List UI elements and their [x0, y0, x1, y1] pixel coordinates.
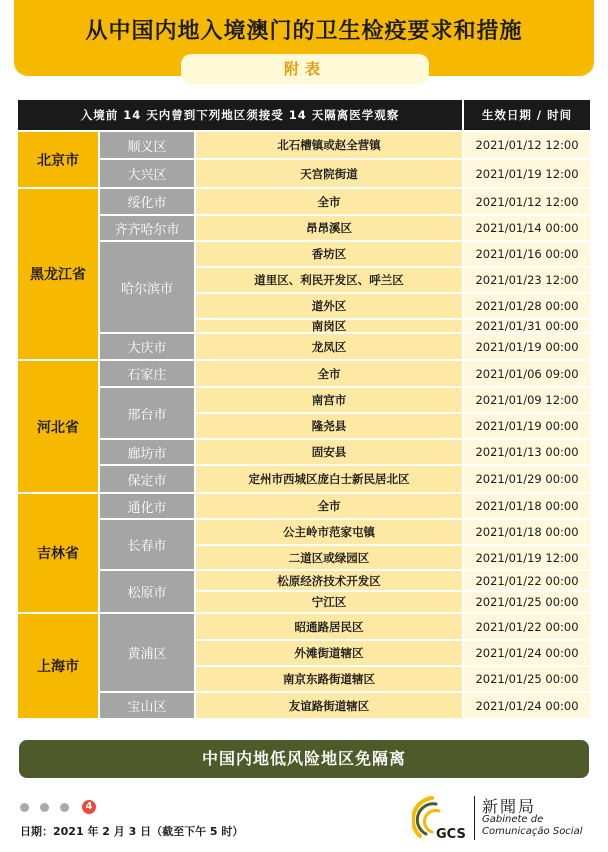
gcs-logo: [412, 790, 598, 846]
date-cell: 2021/01/28 00:00: [464, 294, 590, 318]
logo-divider: [474, 796, 475, 840]
city-cell: 石家庄: [100, 361, 194, 386]
area-cell: 香坊区: [196, 242, 462, 266]
date-cell: 2021/01/22 00:00: [464, 614, 590, 639]
area-cell: 全市: [196, 361, 462, 386]
area-cell: 南京东路街道辖区: [196, 667, 462, 691]
date-cell: 2021/01/19 00:00: [464, 414, 590, 438]
date-cell: 2021/01/18 00:00: [464, 494, 590, 518]
area-cell: 全市: [196, 494, 462, 518]
city-cell: 齐齐哈尔市: [100, 216, 194, 240]
date-cell: 2021/01/12 12:00: [464, 189, 590, 214]
date-cell: 2021/01/16 00:00: [464, 242, 590, 266]
city-cell: 邢台市: [100, 388, 194, 438]
city-cell: 廊坊市: [100, 440, 194, 464]
city-cell: 通化市: [100, 494, 194, 518]
date-cell: 2021/01/14 00:00: [464, 216, 590, 240]
date-cell: 2021/01/24 00:00: [464, 693, 590, 718]
page-dot: [60, 803, 69, 812]
city-cell: 大庆市: [100, 334, 194, 359]
date-cell: 2021/01/12 12:00: [464, 132, 590, 158]
area-cell: 隆尧县: [196, 414, 462, 438]
province-cell: 北京市: [18, 132, 98, 187]
table-header-date: 生效日期 / 时间: [464, 100, 590, 130]
quarantine-table: [18, 100, 590, 718]
gcs-logo-icon: [412, 790, 470, 846]
area-cell: 全市: [196, 189, 462, 214]
area-cell: 松原经济技术开发区: [196, 571, 462, 590]
city-cell: 黄浦区: [100, 614, 194, 691]
province-cell: 上海市: [18, 614, 98, 718]
date-line: 日期：2021 年 2 月 3 日（截至下午 5 时）: [20, 825, 244, 838]
logo-chinese-name: 新聞局: [482, 797, 537, 816]
province-cell: 吉林省: [18, 494, 98, 612]
area-cell: 友谊路街道辖区: [196, 693, 462, 718]
city-cell: 顺义区: [100, 132, 194, 158]
area-cell: 道外区: [196, 294, 462, 318]
low-risk-banner: 中国内地低风险地区免隔离: [19, 740, 589, 778]
province-cell: 河北省: [18, 361, 98, 492]
date-cell: 2021/01/23 12:00: [464, 268, 590, 292]
date-cell: 2021/01/19 00:00: [464, 334, 590, 359]
area-cell: 定州市西城区庞白士新民居北区: [196, 466, 462, 492]
area-cell: 南岗区: [196, 320, 462, 332]
area-cell: 公主岭市范家屯镇: [196, 520, 462, 544]
area-cell: 二道区或绿园区: [196, 546, 462, 569]
area-cell: 固安县: [196, 440, 462, 464]
city-cell: 大兴区: [100, 160, 194, 187]
area-cell: 昭通路居民区: [196, 614, 462, 639]
page-title: 从中国内地入境澳门的卫生检疫要求和措施: [85, 19, 523, 44]
date-cell: 2021/01/13 00:00: [464, 440, 590, 464]
city-cell: 长春市: [100, 520, 194, 569]
table-header-area: 入境前 14 天内曾到下列地区须接受 14 天隔离医学观察: [18, 100, 462, 130]
date-cell: 2021/01/22 00:00: [464, 571, 590, 590]
area-cell: 宁江区: [196, 592, 462, 612]
area-cell: 昂昂溪区: [196, 216, 462, 240]
date-cell: 2021/01/09 12:00: [464, 388, 590, 412]
city-cell: 哈尔滨市: [100, 242, 194, 332]
city-cell: 宝山区: [100, 693, 194, 718]
date-cell: 2021/01/19 12:00: [464, 160, 590, 187]
area-cell: 北石槽镇或赵全营镇: [196, 132, 462, 158]
city-cell: 保定市: [100, 466, 194, 492]
date-cell: 2021/01/19 12:00: [464, 546, 590, 569]
date-cell: 2021/01/24 00:00: [464, 641, 590, 665]
page-dot: [20, 803, 29, 812]
date-cell: 2021/01/18 00:00: [464, 520, 590, 544]
date-cell: 2021/01/25 00:00: [464, 667, 590, 691]
date-cell: 2021/01/29 00:00: [464, 466, 590, 492]
page-number-badge: 4: [82, 800, 96, 814]
city-cell: 绥化市: [100, 189, 194, 214]
area-cell: 外滩街道辖区: [196, 641, 462, 665]
subtitle-tab: 附表: [181, 54, 429, 84]
date-cell: 2021/01/31 00:00: [464, 320, 590, 332]
city-cell: 松原市: [100, 571, 194, 612]
area-cell: 道里区、利民开发区、呼兰区: [196, 268, 462, 292]
province-cell: 黑龙江省: [18, 189, 98, 359]
logo-portuguese-line1: Gabinete de: [482, 814, 544, 825]
area-cell: 天宫院街道: [196, 160, 462, 187]
area-cell: 南宫市: [196, 388, 462, 412]
date-cell: 2021/01/06 09:00: [464, 361, 590, 386]
area-cell: 龙凤区: [196, 334, 462, 359]
page-dot: [40, 803, 49, 812]
svg-text:GCS: GCS: [436, 827, 466, 842]
date-cell: 2021/01/25 00:00: [464, 592, 590, 612]
logo-portuguese-line2: Comunicação Social: [482, 826, 583, 837]
